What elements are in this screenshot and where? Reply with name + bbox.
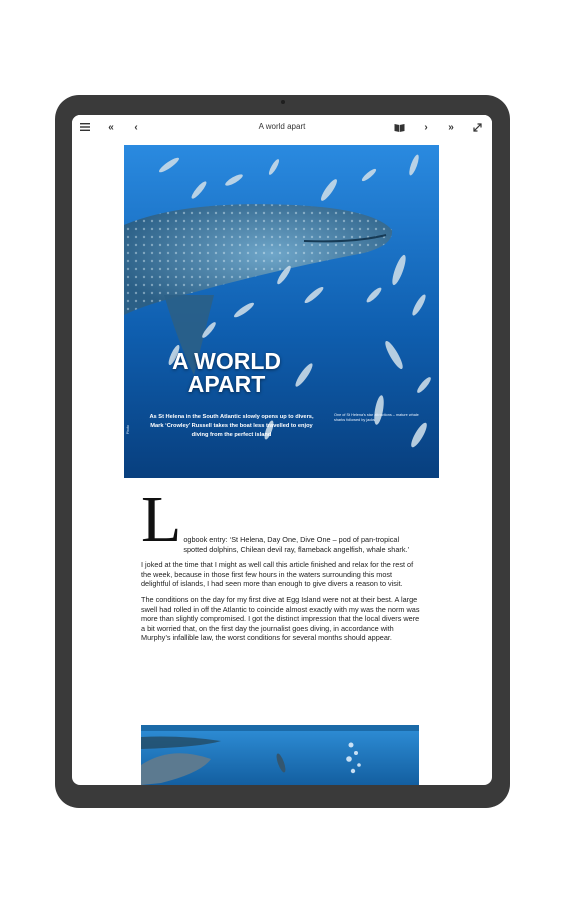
- article-paragraph-2: I joked at the time that I might as well call this article finished and relax for the rest of the week, because in those first few hours in the waters surrounding this most delightful of islands, I had seen more than enough to give divers a reason to visit.: [141, 560, 414, 589]
- skip-back-icon[interactable]: «: [108, 121, 114, 133]
- underwater-photo: [141, 725, 419, 785]
- front-camera: [281, 100, 285, 104]
- cover-standfirst: As St Helena in the South Atlantic slowly opens up to divers, Mark ‘Crowley’ Russell takes the boat less travelled to enjoy diving from the perfect island: [149, 414, 314, 438]
- cover-caption: One of St Helena’s star attractions – mature whale sharks followed by jacks: [334, 413, 419, 422]
- magazine-page: [124, 145, 439, 785]
- article-paragraph-3: The conditions on the day for my first dive at Egg Island were not at their best. A large swell had rolled in off the Atlantic to coincide almost exactly with my was the norm was more than slightly compromised. I got the distinct impression that the local divers were a bit worried that, on the first day the journalist goes diving, in accordance with Murphy’s infallible law, the worst conditions for several months should appear.: [141, 594, 420, 643]
- skip-forward-icon[interactable]: »: [448, 121, 454, 133]
- drop-cap: L: [141, 483, 182, 556]
- reader-screen: [72, 115, 492, 785]
- tablet-frame: [55, 95, 510, 808]
- paragraph-1-text: ogbook entry: ‘St Helena, Day One, Dive One – pod of pan-tropical spotted dolphins, Chilean devil ray, flameback angelfish, whale shark.’: [183, 535, 410, 554]
- book-icon[interactable]: [392, 120, 406, 134]
- cover-title-line1: A WORLD: [171, 348, 281, 374]
- reader-toolbar: [72, 115, 492, 139]
- cover-photo-credit: Photo: [126, 425, 130, 435]
- cover-photo: [124, 145, 439, 478]
- toolbar-title: A world apart: [258, 122, 306, 131]
- article-body: [141, 483, 423, 649]
- underwater-scene: [141, 725, 419, 785]
- article-paragraph-1: [141, 483, 423, 556]
- fullscreen-icon[interactable]: [470, 120, 484, 134]
- next-page-icon[interactable]: ›: [424, 121, 428, 133]
- prev-page-icon[interactable]: ‹: [134, 121, 138, 133]
- cover-title: [124, 350, 329, 396]
- cover-title-line2: APART: [187, 371, 266, 397]
